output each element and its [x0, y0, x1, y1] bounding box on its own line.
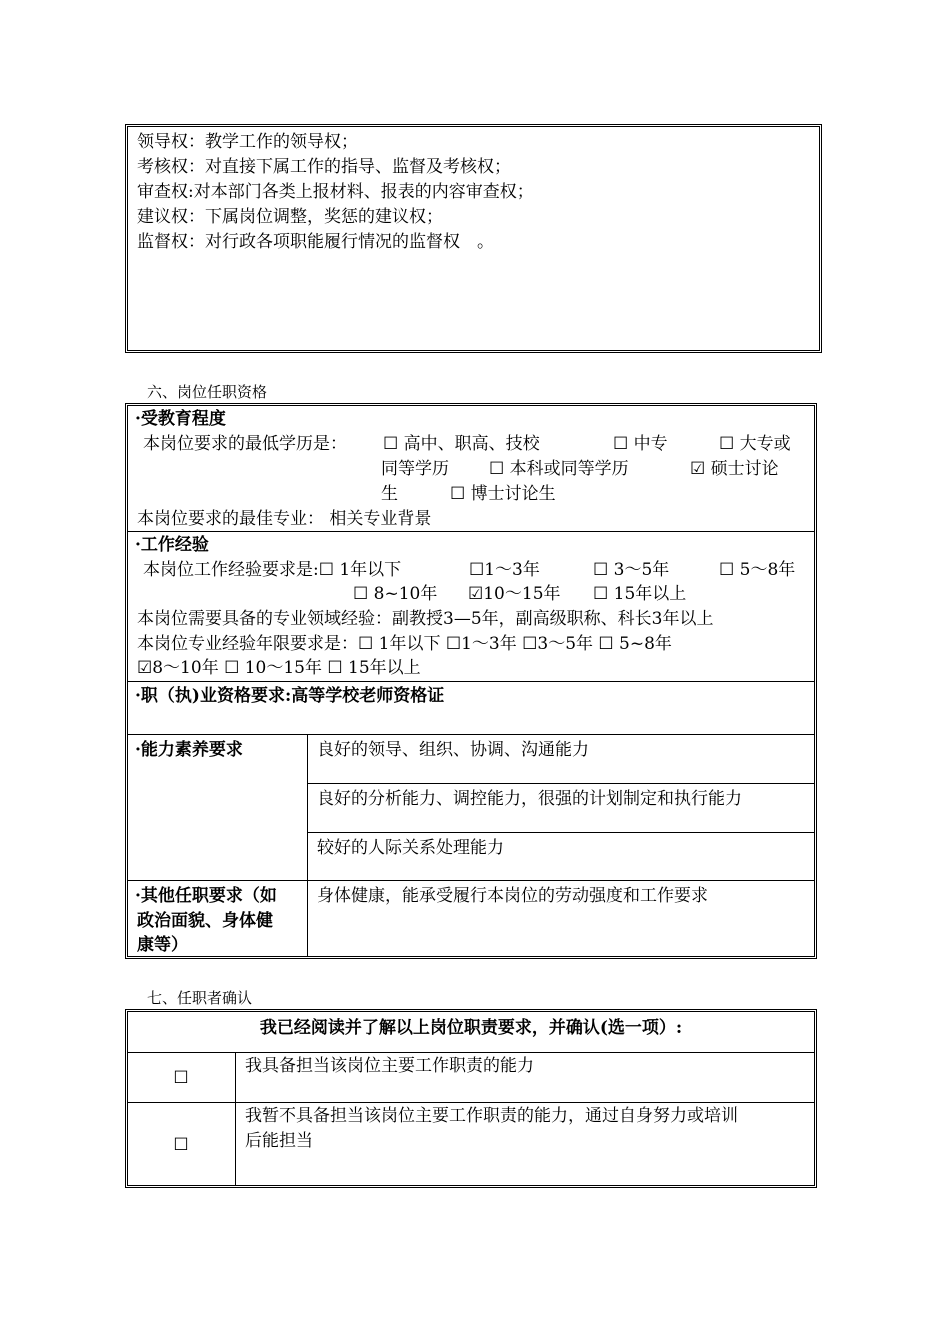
confirm-checkbox[interactable]: ☐: [173, 1135, 189, 1155]
education-option: ☐ 中专: [613, 434, 668, 454]
cell-divider: [307, 783, 815, 784]
education-min-label: 本岗位要求的最低学历是：: [143, 434, 347, 454]
cell-divider: [307, 832, 815, 833]
authority-line: 建议权：下属岗位调整，奖惩的建议权；: [137, 207, 443, 227]
authority-line: 审查权:对本部门各类上报材料、报表的内容审查权；: [137, 182, 534, 202]
other-heading: 政治面貌、身体健: [137, 911, 273, 931]
education-option: 生: [381, 484, 398, 504]
confirmation-header: 我已经阅读并了解以上岗位职责要求，并确认(选一项）:: [259, 1018, 683, 1038]
best-major: 本岗位要求的最佳专业： 相关专业背景: [137, 509, 432, 529]
experience-years: ☑8～10年 ☐ 10～15年 ☐ 15年以上: [137, 658, 421, 678]
section6-title: 六、岗位任职资格: [147, 383, 268, 401]
authority-line: 监督权：对行政各项职能履行情况的监督权 。: [137, 232, 494, 252]
row-divider: [127, 734, 815, 735]
confirm-option-text: 我暂不具备担当该岗位主要工作职责的能力，通过自身努力或培训: [245, 1106, 738, 1126]
ability-item: 良好的分析能力、调控能力，很强的计划制定和执行能力: [317, 789, 742, 809]
row-divider: [127, 1102, 815, 1103]
ability-heading: ·能力素养要求: [135, 740, 243, 760]
experience-years: 本岗位专业经验年限要求是：☐ 1年以下 ☐1～3年 ☐3～5年 ☐ 5~8年: [137, 634, 672, 654]
authority-line: 领导权：教学工作的领导权；: [137, 132, 358, 152]
experience-option: ☐ 3～5年: [593, 560, 670, 580]
education-option: ☐ 高中、职高、技校: [383, 434, 540, 454]
education-option: ☐ 本科或同等学历: [489, 459, 629, 479]
experience-requirement: 本岗位工作经验要求是:☐ 1年以下: [143, 560, 402, 580]
confirm-checkbox[interactable]: ☐: [173, 1068, 189, 1088]
authority-line: 考核权：对直接下属工作的指导、监督及考核权；: [137, 157, 511, 177]
section7-title: 七、任职者确认: [147, 989, 253, 1007]
experience-option: ☐1～3年: [469, 560, 540, 580]
row-divider: [127, 880, 815, 881]
education-option-checked: ☑ 硕士讨论: [690, 459, 779, 479]
education-option: 同等学历: [381, 459, 449, 479]
education-option: ☐ 大专或: [719, 434, 791, 454]
experience-heading: ·工作经验: [135, 535, 209, 555]
col-divider: [235, 1052, 236, 1186]
row-divider: [127, 1052, 815, 1053]
experience-option-checked: ☑10～15年: [468, 584, 561, 604]
education-heading: ·受教育程度: [135, 409, 226, 429]
row-divider: [127, 681, 815, 682]
row-divider: [127, 531, 815, 532]
license-requirement: ·职（执)业资格要求:高等学校老师资格证: [135, 686, 445, 706]
domain-experience: 本岗位需要具备的专业领域经验：副教授3—5年，副高级职称、科长3年以上: [137, 609, 714, 629]
ability-item: 较好的人际关系处理能力: [317, 838, 504, 858]
ability-item: 良好的领导、组织、协调、沟通能力: [317, 740, 589, 760]
other-heading: 康等）: [137, 935, 188, 955]
confirm-option-text: 我具备担当该岗位主要工作职责的能力: [245, 1056, 534, 1076]
other-heading: ·其他任职要求（如: [135, 886, 277, 906]
confirm-option-text: 后能担当: [245, 1131, 313, 1151]
experience-option: ☐ 5～8年: [719, 560, 796, 580]
experience-option: ☐ 15年以上: [593, 584, 687, 604]
experience-option: ☐ 8~10年: [353, 584, 438, 604]
other-value: 身体健康，能承受履行本岗位的劳动强度和工作要求: [317, 886, 708, 906]
col-divider: [307, 734, 308, 957]
education-option: ☐ 博士讨论生: [450, 484, 556, 504]
